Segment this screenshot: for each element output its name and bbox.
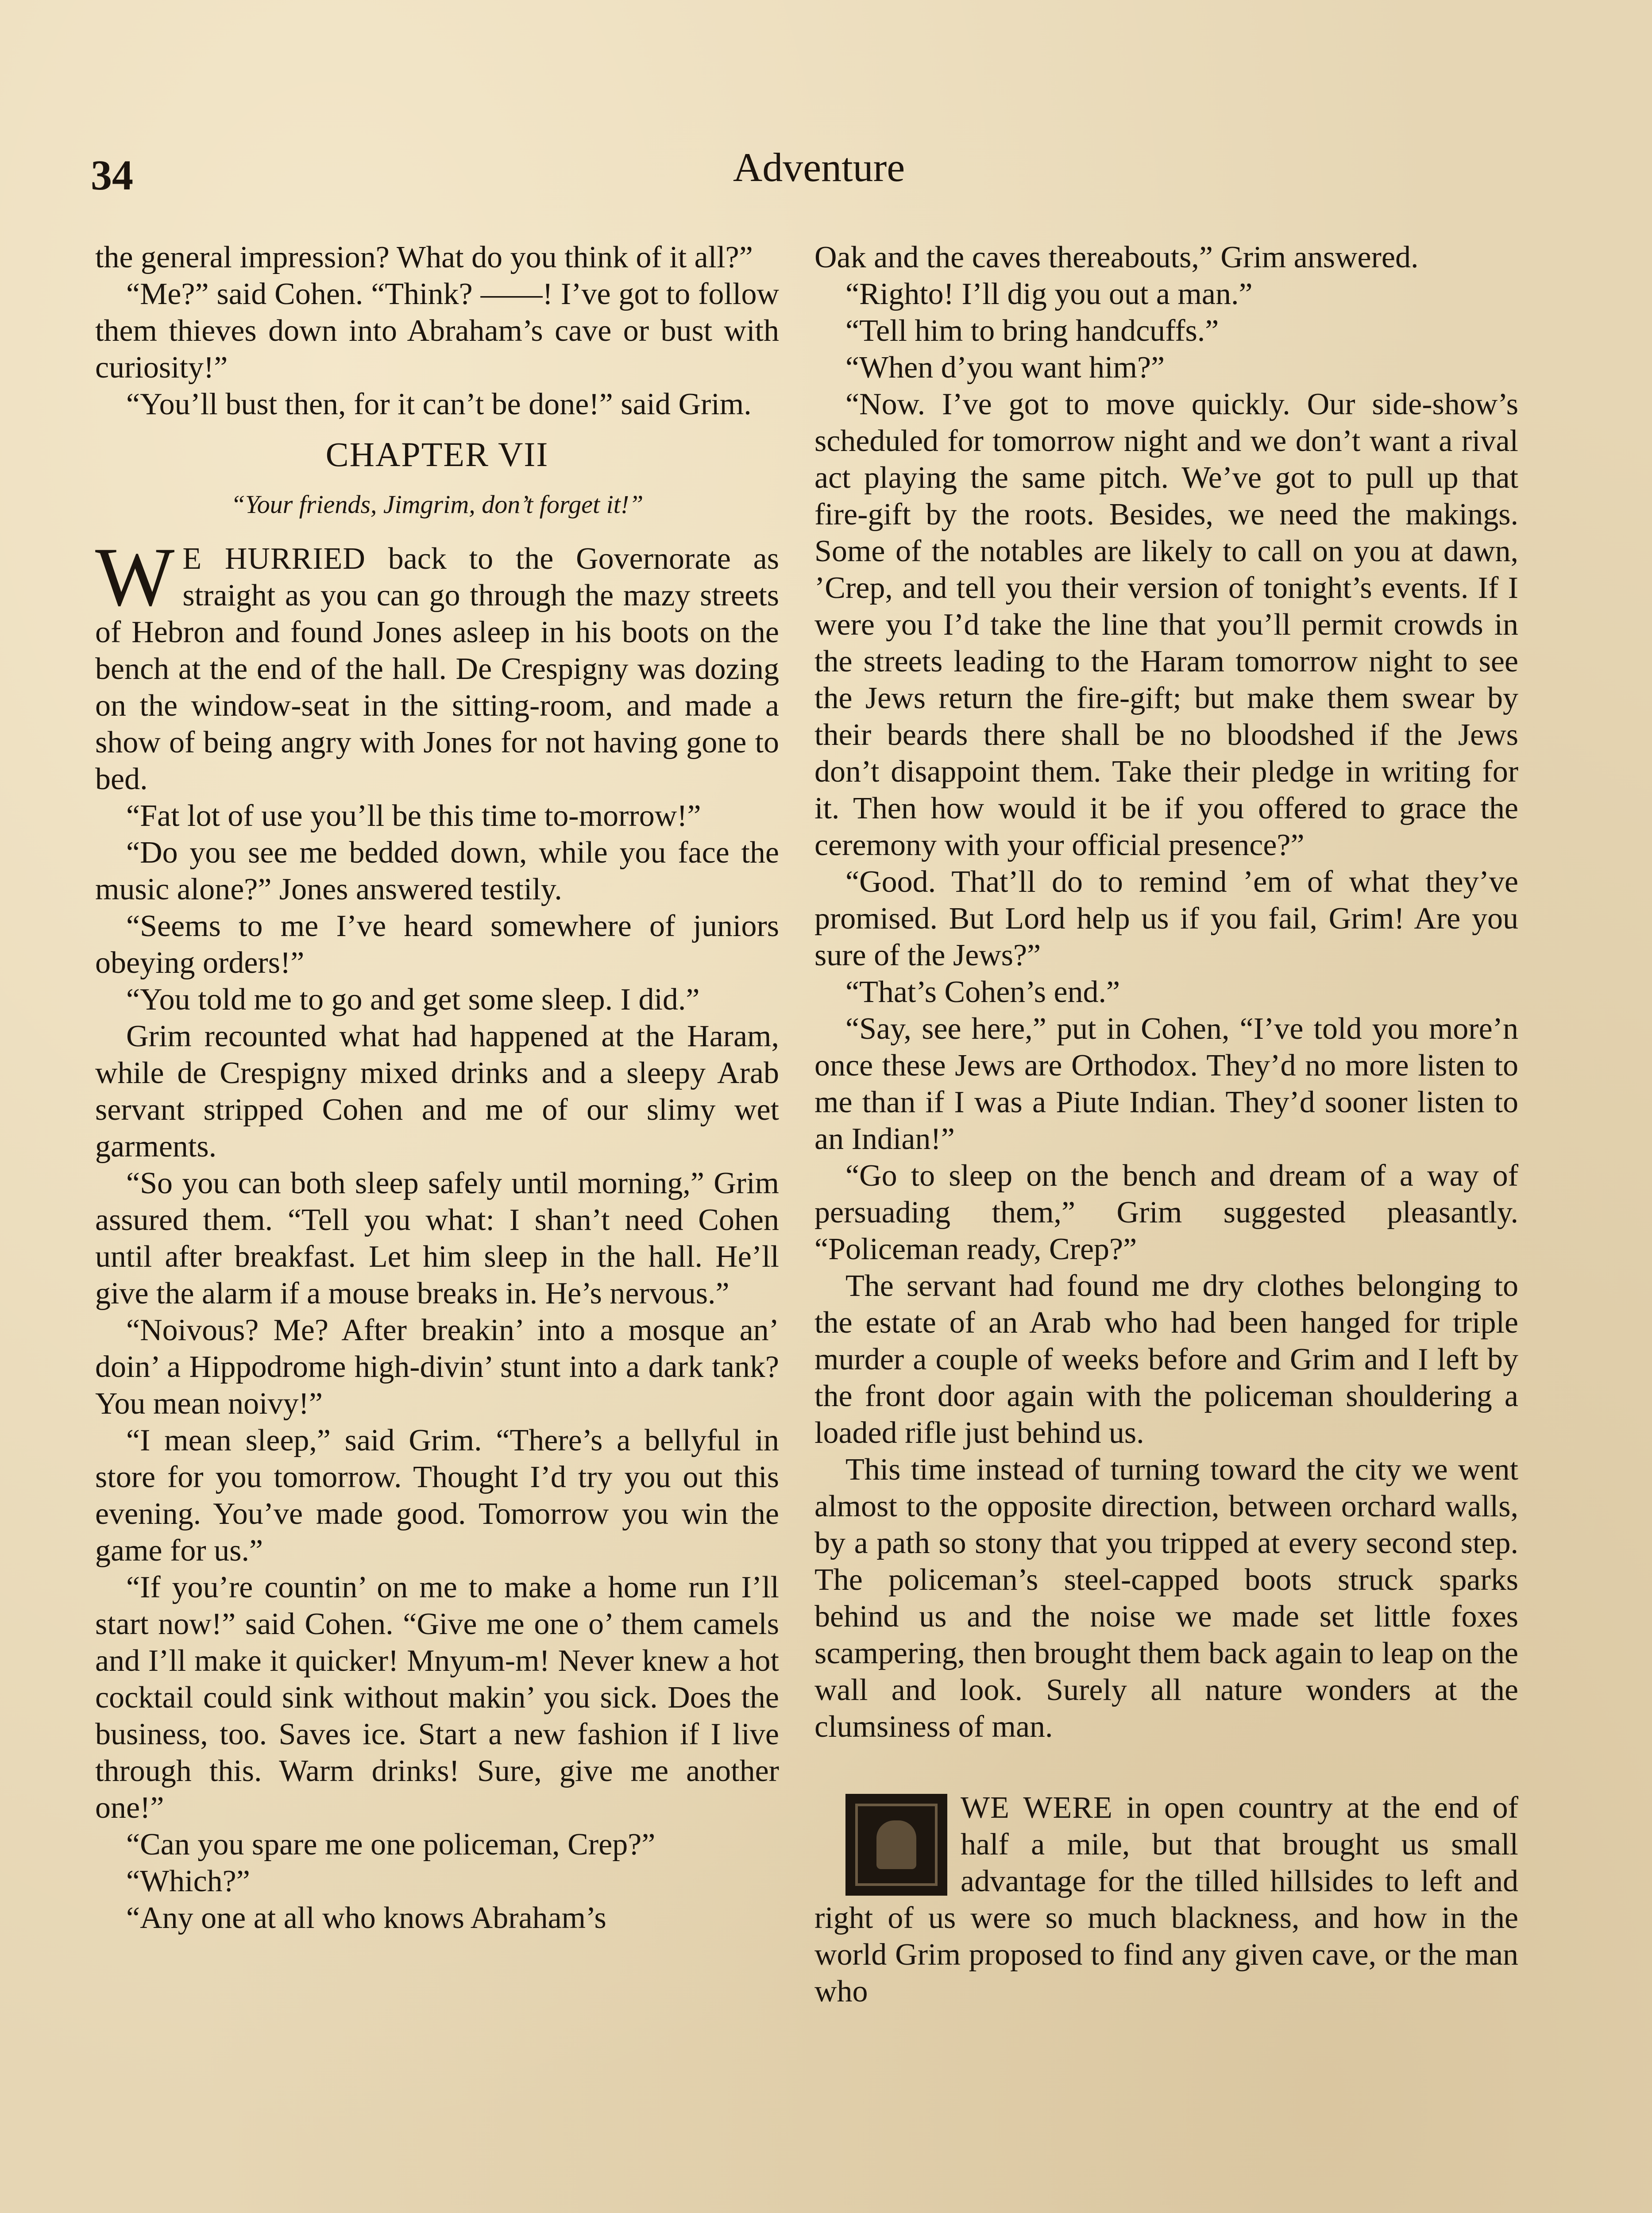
page-number: 34	[91, 151, 133, 199]
paragraph: “Seems to me I’ve heard somewhere of juniors obeying orders!”	[95, 909, 779, 980]
left-column	[95, 239, 779, 1936]
lead-in-text: WE WERE	[961, 1791, 1113, 1825]
section-break	[814, 1789, 1518, 2010]
chapter-opening-paragraph	[95, 531, 779, 798]
paragraph: “So you can both sleep safely until morning,” Grim assured them. “Tell you what: I shan’t need Cohen until after breakfast. Let him sleep in the hall. He’ll give the alarm if a mouse breaks in. He’s nervous.”	[95, 1166, 779, 1311]
chapter-epigraph: “Your friends, Jimgrim, don’t forget it!”	[231, 490, 644, 519]
paragraph: This time instead of turning toward the city we went almost to the opposite direction, between orchard walls, by a path so stony that you tripped at every second step. The policeman’s steel-capped boots struck sparks behind us and the noise we made set little foxes scampering, then brought them back again to leap on the wall and look. Surely all nature wonders at the clumsiness of man.	[814, 1453, 1518, 1744]
paragraph: “If you’re countin’ on me to make a home run I’ll start now!” said Cohen. “Give me one o’ them camels and I’ll make it quicker! Mnyum-m! Never knew a hot cocktail could sink without makin’ you sick. Does the business, too. Saves ice. Start a new fashion if I live through this. Warm drinks! Sure, give me another one!”	[95, 1570, 779, 1825]
paragraph: “Righto! I’ll dig you out a man.”	[845, 277, 1253, 311]
paragraph: “Noivous? Me? After breakin’ into a mosque an’ doin’ a Hippodrome high-divin’ stunt into a dark tank? You mean noivy!”	[95, 1313, 779, 1421]
paragraph: “Say, see here,” put in Cohen, “I’ve told you more’n once these Jews are Orthodox. They’d no more listen to me than if I was a Piute Indian. They’d sooner listen to an Indian!”	[814, 1012, 1518, 1156]
paragraph: “Which?”	[126, 1864, 250, 1898]
running-head: Adventure	[733, 145, 905, 190]
paragraph: “Go to sleep on the bench and dream of a way of persuading them,” Grim suggested pleasantly. “Policeman ready, Crep?”	[814, 1159, 1518, 1266]
paragraph: “Do you see me bedded down, while you face the music alone?” Jones answered testily.	[95, 836, 779, 906]
paragraph: “I mean sleep,” said Grim. “There’s a bellyful in store for you tomorrow. Thought I’d try you out this evening. You’ve made good. Tomorrow you win the game for us.”	[95, 1423, 779, 1568]
lead-in-text: E HURRIED	[182, 542, 366, 576]
right-column	[814, 239, 1518, 2010]
paragraph: “Can you spare me one policeman, Crep?”	[126, 1827, 656, 1862]
paragraph: “Fat lot of use you’ll be this time to-morrow!”	[126, 799, 701, 833]
paragraph: “You told me to go and get some sleep. I did.”	[126, 983, 700, 1017]
paragraph: Grim recounted what had happened at the Haram, while de Crespigny mixed drinks and a sleepy Arab servant stripped Cohen and me of our slimy wet garments.	[95, 1019, 779, 1164]
paragraph-text: back to the Governorate as straight as you can go through the mazy streets of Hebron and found Jones asleep in his boots on the bench at the end of the hall. De Crespigny was dozing on the window-seat in the sitting-room, and made a show of being angry with Jones for not having gone to bed.	[95, 542, 779, 796]
paragraph: “Now. I’ve got to move quickly. Our side-show’s scheduled for tomorrow night and we don’t want a rival act playing the same pitch. We’ve got to pull up that fire-gift by the roots. Besides, we need the makings. Some of the notables are likely to call on you at dawn, ’Crep, and tell you their version of tonight’s events. If I were you I’d take the line that you’ll permit crowds in the streets leading to the Haram tomorrow night to see the Jews return the fire-gift; but make them swear by their beards there shall be no bloodshed if the Jews don’t disappoint them. Take their pledge in writing for it. Then how would it be if you offered to grace the ceremony with your official presence?”	[814, 387, 1518, 862]
paragraph: Oak and the caves thereabouts,” Grim answered.	[814, 240, 1419, 274]
paragraph: “Good. That’ll do to remind ’em of what they’ve promised. But Lord help us if you fail, Grim! Are you sure of the Jews?”	[814, 865, 1518, 972]
paragraph-text: in open country at the end of half a mile, but that brought us small advantage for the tilled hillsides to left and right of us were so much blackness, and how in the world Grim proposed to find any given cave, or the man who	[814, 1791, 1518, 2009]
paragraph: “That’s Cohen’s end.”	[845, 975, 1120, 1009]
paragraph: “Tell him to bring handcuffs.”	[845, 314, 1219, 348]
paragraph: The servant had found me dry clothes belonging to the estate of an Arab who had been hanged for triple murder a couple of weeks before and Grim and I left by the front door again with the policeman shouldering a loaded rifle just behind us.	[814, 1269, 1518, 1450]
paragraph: “Any one at all who knows Abraham’s	[126, 1901, 606, 1935]
paragraph: “Me?” said Cohen. “Think? ——! I’ve got to follow them thieves down into Abraham’s cave or bust with curiosity!”	[95, 277, 779, 385]
paragraph: “You’ll bust then, for it can’t be done!” said Grim.	[126, 387, 752, 421]
ornament-illustration-icon	[845, 1794, 947, 1896]
paragraph: “When d’you want him?”	[845, 351, 1165, 385]
drop-cap: W	[95, 531, 175, 624]
chapter-title: CHAPTER VII	[325, 435, 549, 474]
paragraph: the general impression? What do you think of it all?”	[95, 240, 753, 274]
